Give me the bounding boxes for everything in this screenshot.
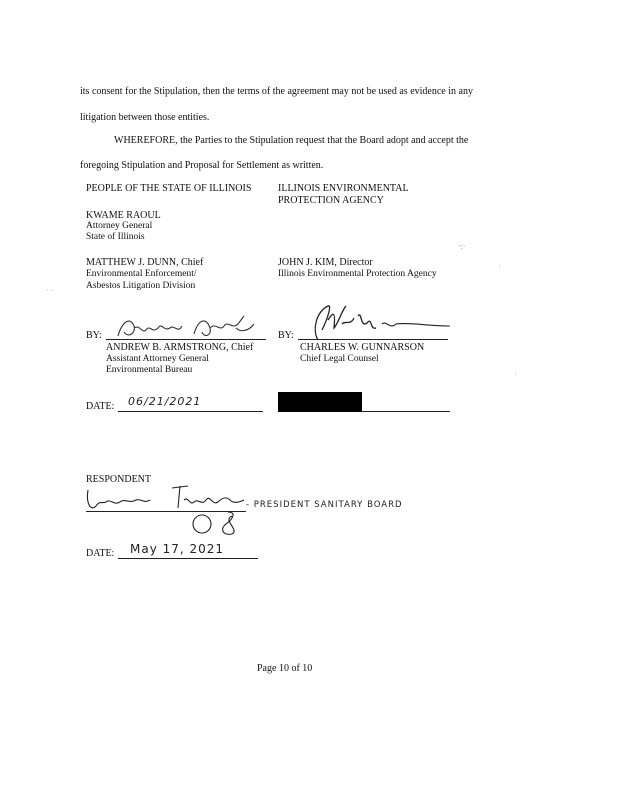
paragraph-line: its consent for the Stipulation, then the terms of the agreement may not be used as evidence in any [80,86,473,97]
right-party-heading-line1: ILLINOIS ENVIRONMENTAL [278,183,409,194]
respondent-signature [84,478,264,536]
paragraph-line: litigation between those entities. [80,112,210,123]
ag-title: Attorney General [86,221,153,231]
scan-speck: ·:· [458,242,466,251]
right-date-line [362,411,450,412]
left-party-heading: PEOPLE OF THE STATE OF ILLINOIS [86,183,252,194]
respondent-signature-line [86,511,246,512]
scan-speck: · [514,370,517,379]
right-signer-name: CHARLES W. GUNNARSON [300,342,425,353]
director-agency: Illinois Environmental Protection Agency [278,269,437,279]
scan-speck: · · [46,286,54,295]
respondent-date-value: May 17, 2021 [130,542,225,556]
redaction-box [278,392,362,412]
left-signer-unit: Environmental Bureau [106,365,193,375]
left-signer-name: ANDREW B. ARMSTRONG, Chief [106,342,254,353]
ag-state: State of Illinois [86,232,145,242]
page-number: Page 10 of 10 [257,663,313,674]
ag-name: KWAME RAOUL [86,210,161,221]
chief-line2: Environmental Enforcement/ [86,269,197,279]
chief-name: MATTHEW J. DUNN, Chief [86,257,204,268]
director-name: JOHN J. KIM, Director [278,257,373,268]
respondent-handwritten-title: - PRESIDENT SANITARY BOARD [246,500,403,510]
right-signer-title: Chief Legal Counsel [300,354,379,364]
left-by-label: BY: [86,330,102,341]
respondent-date-line [118,558,258,559]
chief-line3: Asbestos Litigation Division [86,281,196,291]
paragraph-line: foregoing Stipulation and Proposal for Settlement as written. [80,160,324,171]
right-by-label: BY: [278,330,294,341]
scan-speck: · [498,262,501,271]
left-signer-title: Assistant Attorney General [106,354,209,364]
right-signature-line [298,339,448,340]
respondent-label: RESPONDENT [86,474,152,485]
left-date-value: 06/21/2021 [128,395,202,408]
left-date-label: DATE: [86,401,115,412]
right-party-heading-line2: PROTECTION AGENCY [278,195,384,206]
left-date-line [118,411,263,412]
left-signature-line [106,339,266,340]
right-signature [298,300,458,348]
respondent-date-label: DATE: [86,548,115,559]
paragraph-line: WHEREFORE, the Parties to the Stipulation request that the Board adopt and accept the [114,135,469,146]
